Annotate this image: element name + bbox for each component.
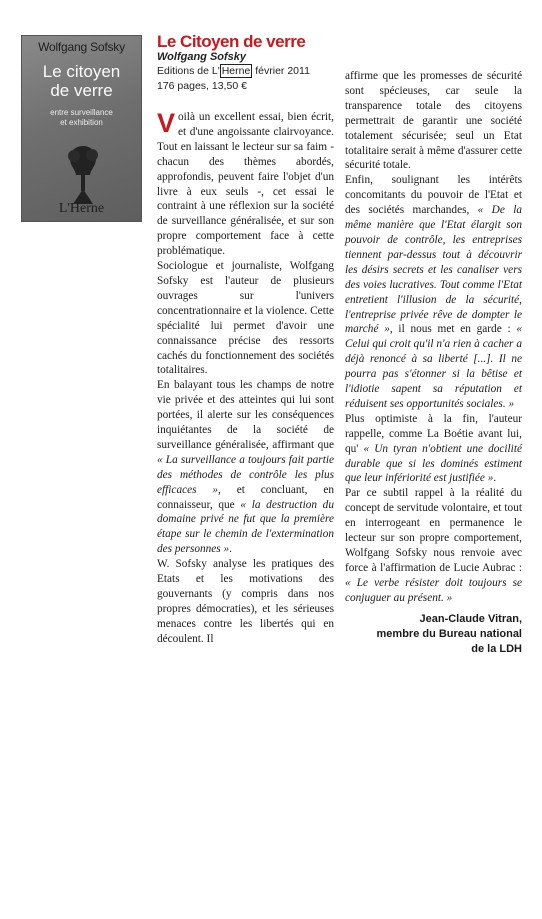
paragraph: affirme que les promesses de sécurité sont spécieuses, car seule la transparence totale des citoyens permettrait de garantir une société totalement sécurisée; seul un Etat totalitaire serait à même d'assurer cette sécurité totale. <box>345 70 522 172</box>
paragraph: En balayant tous les champs de notre vie privée et des atteintes qui lui sont portées, il alerte sur les conséquences inquiétantes de la société de surveillance généralisée, affirmant que « La surveillance a toujours fait partie des méthodes de contrôle les plus efficaces », et concluant, en connaisseur, que « la destruction du domaine privé ne fut que la première étape sur le chemin de l'extermination des personnes ». <box>157 379 334 556</box>
cover-title: Le citoyen de verre <box>42 62 121 100</box>
quote: « Un tyran n'obtient une docilité durable que si les dominés estiment que leur infériorité est justifiée » <box>345 442 522 485</box>
quote: « Celui qui croit qu'il n'a rien à cacher a déjà renoncé à sa liberté [...]. Il ne pourra pas s'étonner si la bêtise et l'idiotie sapent sa réputation et réduisent ses opportunités sociales. » <box>345 323 522 410</box>
paragraph: Voilà un excellent essai, bien écrit, et d'une angoissante clairvoyance. Tout en laissant le lecteur sur sa faim - chacun des thèmes abordés, approfondis, peuvent faire l'objet d'un livre à eux seuls -, cet essai le contraint à une réflexion sur la société de surveillance généralisée, et sur son propre comportement face à cette problématique. <box>157 108 334 258</box>
quote: « De la même manière que l'Etat élargit son pouvoir de contrôle, les entreprises tiennent par-dessus tout à découvrir les désirs secrets et les canaliser vers des voies lucratives. Tout comme l'Etat entretient l'illusion de la sécurité, l'entreprise privée rêve de dompter le marché » <box>345 204 522 336</box>
paragraph: W. Sofsky analyse les pratiques des Etats et les motivations des gouvernants (y compris dans nos propres démocraties), et les sérieuses menaces contre les libertés qui en découlent. Il <box>157 558 334 645</box>
quote: « la destruction du domaine privé ne fut que la première étape sur le chemin de l'extermination des personnes » <box>157 498 334 556</box>
publisher-name: Herne <box>221 65 251 77</box>
cover-author: Wolfgang Sofsky <box>38 40 125 54</box>
cover-publisher: L'Herne <box>58 201 105 216</box>
paragraph: Sociologue et journaliste, Wolfgang Sofsky est l'auteur de plusieurs ouvrages sur l'univers concentrationnaire et la violence. Cette spécialité lui permet d'avoir une connaissance précise des ressorts cachés du fonctionnement des sociétés totalitaires. <box>157 260 334 377</box>
article-author: Wolfgang Sofsky <box>157 51 247 63</box>
signature: Jean-Claude Vitran, membre du Bureau national de la LDH <box>376 612 522 655</box>
quote: « Le verbe résister doit toujours se conjuguer au présent. » <box>345 576 522 604</box>
publication-info: Editions de L' Herne février 2011 <box>157 65 310 77</box>
cover-subtitle: entre surveillance et exhibition <box>50 108 113 127</box>
text-column-right <box>345 69 522 657</box>
article-header <box>157 32 347 94</box>
quote: « La surveillance a toujours fait partie des méthodes de contrôle les plus efficaces » <box>157 453 334 496</box>
cover-glass-figure-icon <box>63 142 103 208</box>
paragraph: Enfin, soulignant les intérêts concomitants du pouvoir de l'Etat et des sociétés marchandes, « De la même manière que l'Etat élargit son pouvoir de contrôle, les entreprises tiennent par-dessus tout à découvrir les désirs secrets et les canaliser vers des voies lucratives. Tout comme l'Etat entretient l'illusion de la sécurité, l'entreprise privée rêve de dompter le marché », il nous met en garde : « Celui qui croit qu'il n'a rien à cacher a déjà renoncé à sa liberté [...]. Il ne pourra pas s'étonner si la bêtise et l'idiotie sapent sa réputation et réduisent ses opportunités sociales. » <box>345 174 522 410</box>
article-title: Le Citoyen de verre <box>157 32 306 51</box>
paragraph: Par ce subtil rappel à la réalité du concept de servitude volontaire, et tout en interrogeant en permanence le lecteur sur son propre comportement, Wolfgang Sofsky nous renvoie avec force à l'affirmation de Lucie Aubrac : « Le verbe résister doit toujours se conjuguer au présent. » <box>345 487 522 604</box>
book-cover <box>21 35 142 222</box>
text-column-left <box>157 110 334 647</box>
paragraph: Plus optimiste à la fin, l'auteur rappelle, comme La Boétie avant lui, qu' « Un tyran n'obtient une docilité durable que si les dominés estiment que leur infériorité est justifiée ». <box>345 412 522 485</box>
pages-price: 176 pages, 13,50 € <box>157 80 247 92</box>
drop-cap: V <box>157 108 176 138</box>
